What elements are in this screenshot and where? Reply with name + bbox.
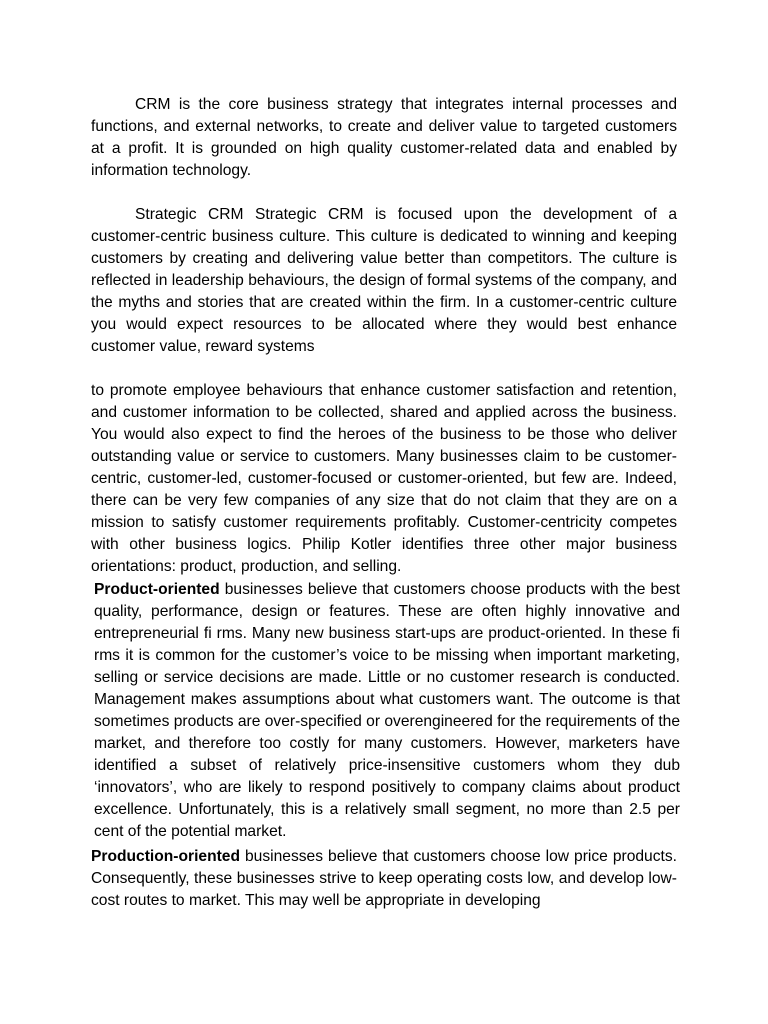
production-oriented-text: businesses believe that customers choose low price products. Consequently, these businesses strive to keep operating costs low, and develop low-cost routes to market. This may well be appropriate in developing xyxy=(91,848,677,909)
paragraph-strategic-crm: Strategic CRM Strategic CRM is focused upon the development of a customer-centric business culture. This culture is dedicated to winning and keeping customers by creating and delivering value better than competitors. The culture is reflected in leadership behaviours, the design of formal systems of the company, and the myths and stories that are created within the firm. In a customer-centric culture you would expect resources to be allocated where they would best enhance customer value, reward systems xyxy=(91,206,677,355)
term-production-oriented: Production-oriented xyxy=(91,848,241,865)
paragraph-crm-definition: CRM is the core business strategy that integrates internal processes and functions, and external networks, to create and deliver value to targeted customers at a profit. It is grounded on high quality customer-related data and enabled by information technology. xyxy=(91,96,677,179)
paragraph-product-oriented xyxy=(91,579,680,843)
paragraph-business-orientations: to promote employee behaviours that enhance customer satisfaction and retention, and customer information to be collected, shared and applied across the business. You would also expect to find the heroes of the business to be those who deliver outstanding value or service to customers. Many businesses claim to be customer-centric, customer-led, customer-focused or customer-oriented, but few are. Indeed, there can be very few companies of any size that do not claim that they are on a mission to satisfy customer requirements profitably. Customer-centricity competes with other business logics. Philip Kotler identifies three other major business orientations: product, production, and selling. xyxy=(91,382,677,575)
term-product-oriented: Product-oriented xyxy=(94,581,220,598)
paragraph-production-oriented xyxy=(91,846,677,912)
product-oriented-text: businesses believe that customers choose products with the best quality, performance, design or features. These are often highly innovative and entrepreneurial fi rms. Many new business start-ups are product-oriented. In these fi rms it is common for the customer’s voice to be missing when important marketing, selling or service decisions are made. Little or no customer research is conducted. Management makes assumptions about what customers want. The outcome is that sometimes products are over-specified or overengineered for the requirements of the market, and therefore too costly for many customers. However, marketers have identified a subset of relatively price-insensitive customers whom they dub ‘innovators’, who are likely to respond positively to company claims about product excellence. Unfortunately, this is a relatively small segment, no more than 2.5 per cent of the potential market. xyxy=(94,581,680,840)
